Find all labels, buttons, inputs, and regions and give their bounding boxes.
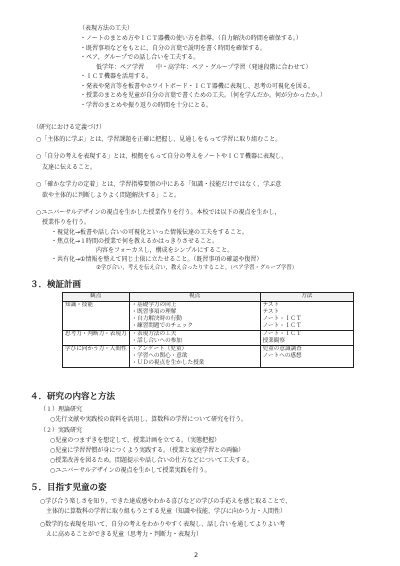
cell-method: テスト テスト ノート・ＩＣＴ ノート・ＩＣＴ — [260, 302, 353, 331]
verification-table — [62, 292, 354, 368]
definition-item: 欲や主体的に判断しよりよく問題解決する」こと。 — [36, 192, 181, 199]
definition-item: ○ユニバーサルデザインの視点を生かした授業作りを行う。本校では以下の視点を生かし， — [36, 209, 281, 216]
cell-viewpoint: 思考力・判断力・表現力 — [63, 331, 130, 346]
definitions-heading: （研究における定義づけ） — [33, 124, 106, 131]
expression-item: ・学習のまとめや振り返りの時間を十分にとる。 — [80, 102, 213, 109]
expression-item: 低学年：ペア学習 中・高学年：ペア・グループ学習（発達段階に合わせて） — [96, 64, 312, 71]
subsection-title: （２）実践研究 — [40, 427, 83, 434]
cell-viewpoint: 知識・技能 — [63, 302, 130, 331]
ud-point: ②学び合い，考えを伝え合い，教え合ったりすること。（ペア学習・グループ学習） — [96, 265, 298, 271]
definition-item: 友達に伝えること。 — [36, 164, 97, 171]
definition-item: ○「確かな学力の定着」とは、学習指導要領の中にある「知識・技能だけではなく、学ぶ意 — [36, 181, 282, 188]
subsection-title: （１）理論研究 — [40, 406, 83, 413]
research-item: ○児童のつまずきを想定して，授業計画を立てる。（実態把握） — [50, 437, 221, 444]
expression-item: ・授業のまとめを児童が自分の言葉で書くための工夫。（何を学んだか。何が分かったか。） — [80, 92, 327, 99]
expression-item: ・ペア、グループでの話し合いを工夫する。 — [80, 54, 200, 61]
table-header-row — [63, 293, 354, 302]
cell-method: ノート・ＩＣＴ 授業観察 — [260, 331, 353, 346]
table-row — [63, 302, 354, 331]
cell-perspective: ・基礎学力の向上 ・既習事項の理解 ・自力解決時の行動 ・練習問題でのチェック — [129, 302, 260, 331]
table-row — [63, 331, 354, 346]
definition-item: 授業作りを行う。 — [36, 219, 91, 226]
research-item: ○授業改善を図るため，問題提示や話し合いの仕方などについて工夫する。 — [50, 457, 253, 464]
section5-title: ５．目指す児童の姿 — [30, 483, 107, 493]
header-perspective: 視点 — [129, 293, 260, 302]
header-viewpoint: 観点 — [63, 293, 130, 302]
goal-item: 主体的に算数科の学習に取り組もうとする児童（知識や技能、学びに向かう力・人間性） — [40, 508, 287, 515]
definition-item: ○「自分の考えを表現する」とは、根拠をもって自分の考えをノートやＩＣＴ機器に表現し、 — [36, 153, 288, 160]
research-item: ○児童に学習習慣が身につくよう実践する。（授業と家庭学習との両輪） — [50, 447, 245, 454]
ud-point: ・共有化→①情報を整えて同じ土俵に立たせること。（既習事項の確認や復習） — [51, 256, 263, 263]
goal-item: ○数学的な表現を用いて、自分の考えをわかりやすく表現し、話し合いを通してよりよい考 — [40, 521, 286, 528]
cell-method: 児童の意識調査 ノートへの感想 — [260, 346, 353, 368]
table-row — [63, 346, 354, 368]
expression-item: ・ＩＣＴ機器を活用する。 — [80, 73, 153, 80]
cell-perspective: ・アンケート（児童） ・学習への関心・意欲 ・ＵＤの視点を生かした授業 — [129, 346, 260, 368]
goal-item: ○学び合う楽しさを知り，できた達成感やわかる喜びなどの学びの手応えを感じ取ることで、 — [40, 498, 292, 505]
ud-point: ・視覚化→板書や話し合いの可視化といった情報伝達の工夫をすること。 — [51, 229, 249, 236]
page-number: 2 — [194, 551, 199, 559]
expression-item: ・ノートのまとめ方やＩＣＴ器機の使い方を指導。（自力解決の時間を確保する。） — [80, 35, 302, 42]
ud-point: 内容をフォーカスし，構成をシンプルにすること。 — [96, 247, 234, 254]
definition-item: ○「主体的に学ぶ」とは、学習課題を正確に把握し、見通しをもって学習に取り組むこと。 — [36, 136, 282, 143]
cell-perspective: ・表現方法の工夫 ・話し合いへの参加 — [129, 331, 260, 346]
goal-item: えに高めることができる児童（思考力・判断力・表現力） — [40, 531, 203, 538]
section4-title: ４．研究の内容と方法 — [30, 392, 116, 402]
header-method: 方法 — [260, 293, 353, 302]
ud-point: ・焦点化→１時間の授業で何を教えるかはっきりさせること。 — [51, 238, 219, 245]
expression-heading: （表現方法の工夫） — [79, 25, 134, 32]
expression-item: ・発表や発言等を板書やホワイトボード・ＩＣＴ器機に表現し、思考の可視化を図る。 — [80, 83, 314, 90]
section3-title: ３．検証計画 — [30, 280, 82, 290]
research-item: ○先行文献や実践校の資料を活用し、算数科の学習について研究を行う。 — [50, 416, 248, 423]
cell-viewpoint: 学びに向かう力・人間性 — [63, 346, 130, 368]
research-item: ○ユニバーサルデザインの視点を生かして授業実践を行う。 — [50, 467, 211, 474]
expression-item: ・既習事項などをもとに、自分の言葉で説明を書く時間を確保する。 — [80, 45, 267, 52]
